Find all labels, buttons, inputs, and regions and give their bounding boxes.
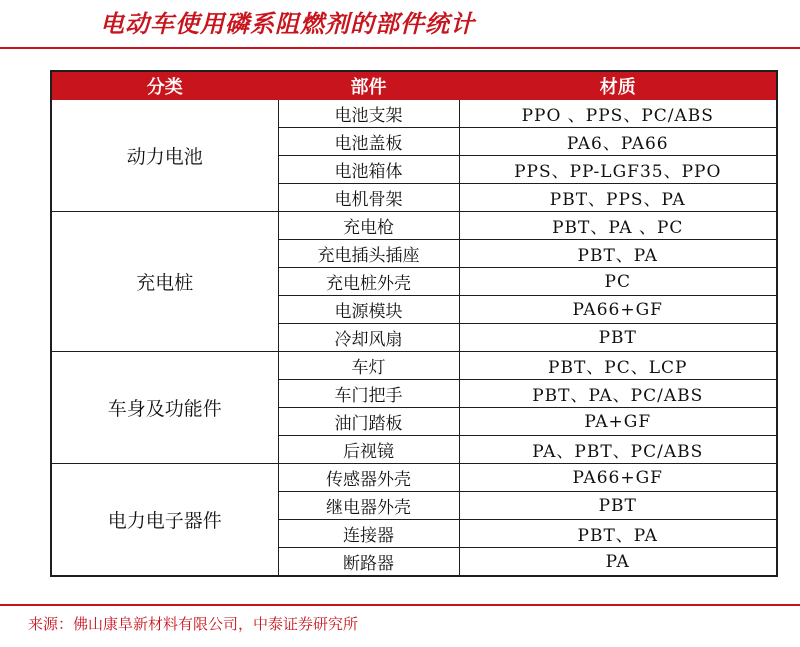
part-cell: 车门把手 — [278, 380, 459, 408]
material-cell: PBT — [459, 492, 777, 520]
table-row — [51, 464, 777, 492]
material-cell: PBT、PC、LCP — [459, 352, 777, 380]
material-cell: PBT、PPS、PA — [459, 184, 777, 212]
material-cell: PBT、PA — [459, 520, 777, 548]
header-part: 部件 — [278, 71, 459, 100]
material-cell: PA、PBT、PC/ABS — [459, 436, 777, 464]
part-cell: 连接器 — [278, 520, 459, 548]
header-material: 材质 — [459, 71, 777, 100]
footer-divider — [0, 604, 800, 606]
table-row — [51, 100, 777, 128]
table-header-row — [51, 71, 777, 100]
part-cell: 冷却风扇 — [278, 324, 459, 352]
category-cell: 充电桩 — [51, 212, 278, 352]
material-cell: PA+GF — [459, 408, 777, 436]
part-cell: 继电器外壳 — [278, 492, 459, 520]
material-cell: PA — [459, 548, 777, 577]
header-category: 分类 — [51, 71, 278, 100]
material-cell: PBT、PA、PC/ABS — [459, 380, 777, 408]
material-cell: PPS、PP-LGF35、PPO — [459, 156, 777, 184]
material-cell: PA6、PA66 — [459, 128, 777, 156]
part-cell: 充电枪 — [278, 212, 459, 240]
part-cell: 油门踏板 — [278, 408, 459, 436]
source-note: 来源：佛山康阜新材料有限公司，中泰证券研究所 — [28, 615, 359, 633]
material-cell: PC — [459, 268, 777, 296]
part-cell: 充电桩外壳 — [278, 268, 459, 296]
part-cell: 电池盖板 — [278, 128, 459, 156]
part-cell: 电机骨架 — [278, 184, 459, 212]
part-cell: 充电插头插座 — [278, 240, 459, 268]
material-cell: PPO 、PPS、PC/ABS — [459, 100, 777, 128]
part-cell: 后视镜 — [278, 436, 459, 464]
parts-table — [50, 70, 778, 577]
part-cell: 电源模块 — [278, 296, 459, 324]
category-cell: 动力电池 — [51, 100, 278, 212]
table-row — [51, 352, 777, 380]
category-cell: 电力电子器件 — [51, 464, 278, 577]
part-cell: 断路器 — [278, 548, 459, 577]
material-cell: PBT、PA — [459, 240, 777, 268]
material-cell: PA66+GF — [459, 296, 777, 324]
part-cell: 传感器外壳 — [278, 464, 459, 492]
page-title: 电动车使用磷系阻燃剂的部件统计 — [100, 10, 475, 38]
part-cell: 电池箱体 — [278, 156, 459, 184]
part-cell: 电池支架 — [278, 100, 459, 128]
category-cell: 车身及功能件 — [51, 352, 278, 464]
table-row — [51, 212, 777, 240]
title-divider — [0, 47, 800, 49]
material-cell: PBT、PA 、PC — [459, 212, 777, 240]
material-cell: PA66+GF — [459, 464, 777, 492]
material-cell: PBT — [459, 324, 777, 352]
part-cell: 车灯 — [278, 352, 459, 380]
